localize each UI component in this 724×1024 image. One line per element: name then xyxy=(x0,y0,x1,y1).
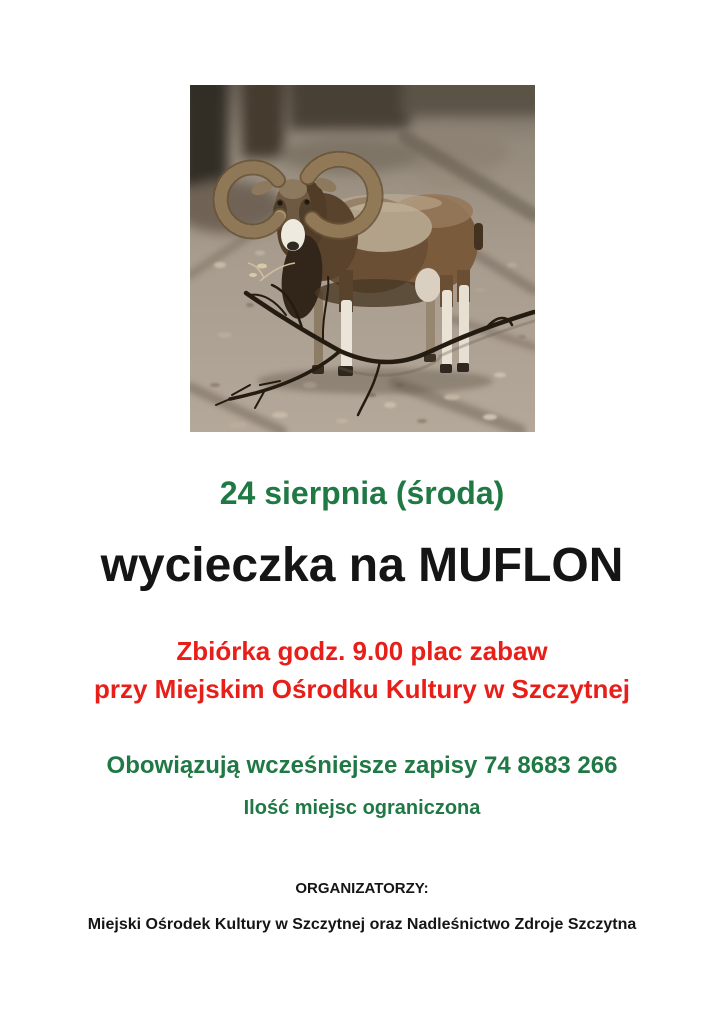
date-heading: 24 sierpnia (środa) xyxy=(219,475,505,511)
organizers-heading: ORGANIZATORZY: xyxy=(295,880,429,897)
meeting-info-line2: przy Miejskim Ośrodku Kultury w Szczytnej xyxy=(93,674,631,704)
meeting-info-line1: Zbiórka godz. 9.00 plac zabaw xyxy=(176,636,548,666)
organizers-names: Miejski Ośrodek Kultury w Szczytnej oraz Nadleśnictwo Zdroje Szczytna xyxy=(87,916,637,933)
mouflon-photo-art xyxy=(190,85,535,432)
limit-info: Ilość miejsc ograniczona xyxy=(243,797,481,819)
meeting-info xyxy=(0,632,724,708)
mouflon-photo xyxy=(190,85,535,432)
signup-info: Obowiązują wcześniejsze zapisy 74 8683 266 xyxy=(106,752,618,779)
poster-title: wycieczka na MUFLON xyxy=(100,539,624,592)
